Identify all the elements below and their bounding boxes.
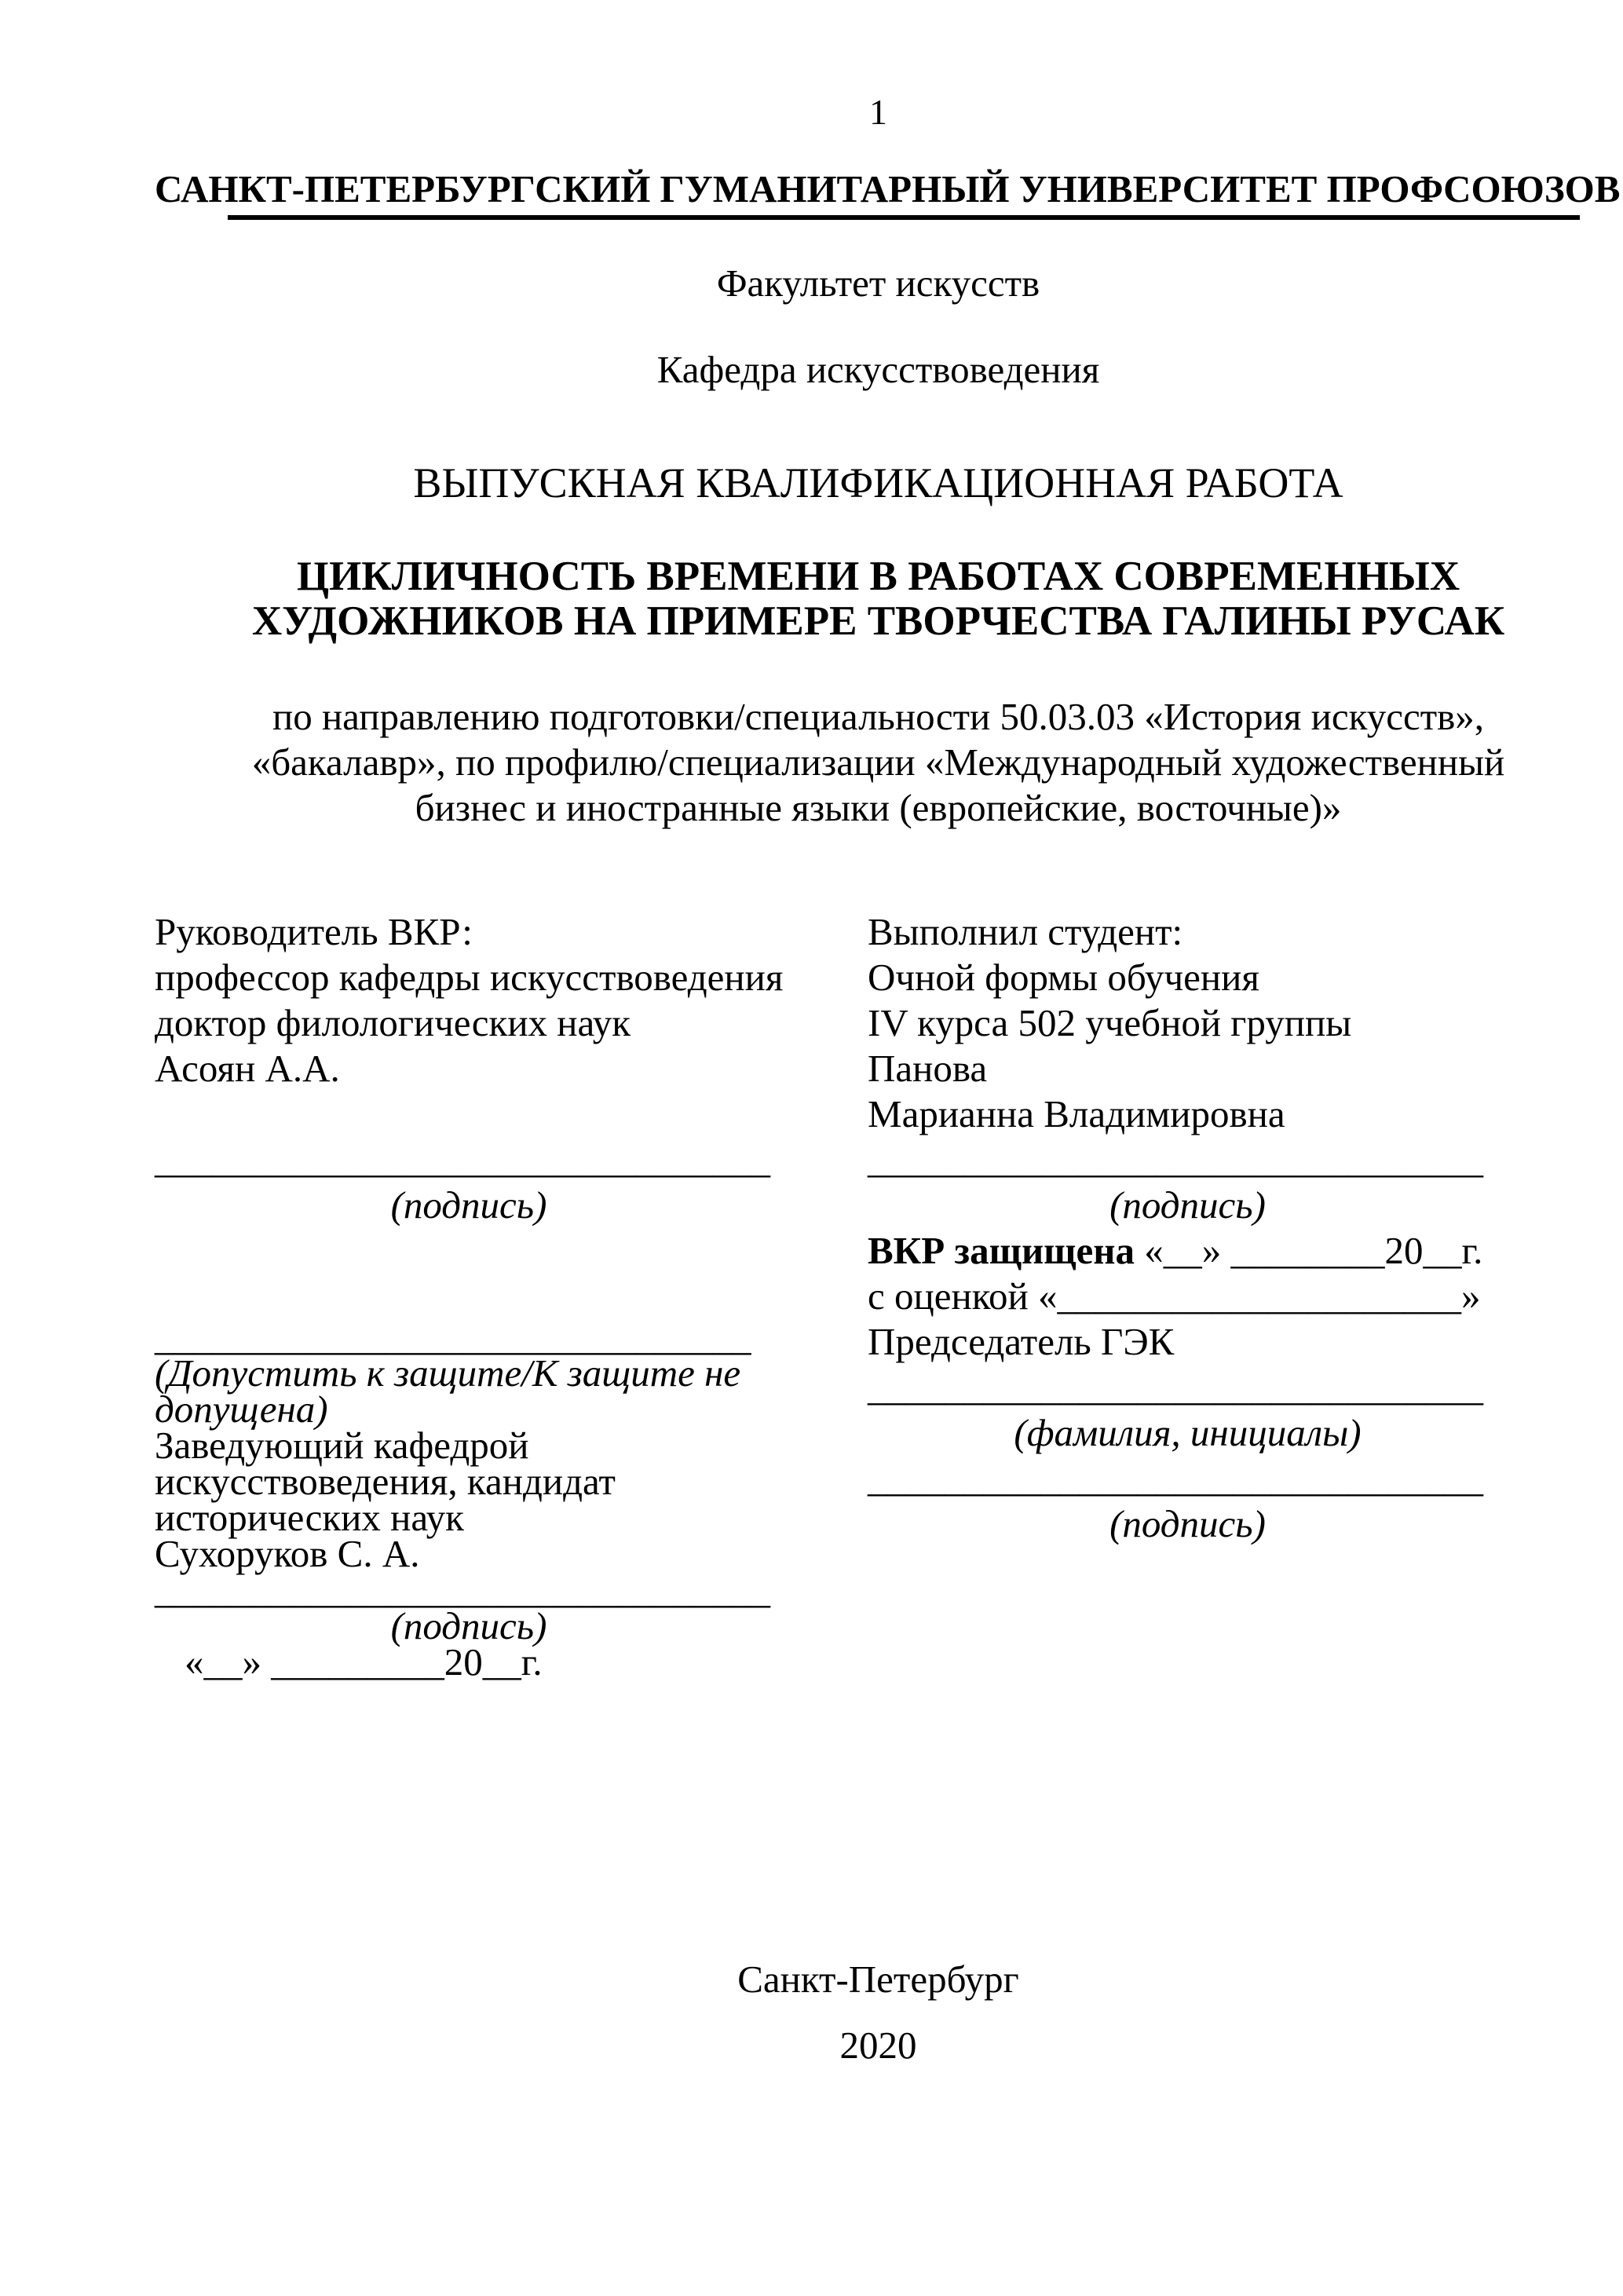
work-type-heading: ВЫПУСКНАЯ КВАЛИФИКАЦИОННАЯ РАБОТА [413, 459, 1343, 506]
city-line: Санкт-Петербург [737, 1958, 1019, 2001]
university-header [155, 166, 1621, 212]
spacer-line [155, 1091, 783, 1137]
department-line: Кафедра искусствоведения [656, 348, 1100, 391]
page-number: 1 [869, 92, 887, 132]
student-group: IV курса 502 учебной группы [868, 1001, 1352, 1044]
specialty-line3: бизнес и иностранные языки (европейские, восточные)» [415, 786, 1342, 829]
thesis-title-line2: ХУДОЖНИКОВ НА ПРИМЕРЕ ТВОРЧЕСТВА ГАЛИНЫ РУСАК [251, 598, 1505, 644]
student-signature-caption: (подпись) [1109, 1183, 1266, 1227]
year-line: 2020 [839, 2024, 917, 2067]
supervisor-degree: доктор филологических наук [155, 1001, 631, 1044]
defended-line-rest: «__» ________20__г. [1135, 1229, 1483, 1272]
student-column [868, 909, 1508, 1547]
department-head-line3: исторических наук [155, 1496, 464, 1539]
supervisor-name: Асоян А.А. [155, 1047, 340, 1090]
student-name: Марианна Владимировна [868, 1092, 1285, 1135]
faculty-line: Факультет искусств [716, 261, 1040, 305]
admission-date-line: «__» _________20__г. [185, 1640, 543, 1684]
admission-signature-line: ________________________________ [155, 1568, 770, 1611]
chairman-line: Председатель ГЭК [868, 1320, 1175, 1363]
chairman-signature-caption: (подпись) [1109, 1502, 1266, 1545]
footer-block [155, 1957, 1602, 2068]
chairman-signature-line: ________________________________ [868, 1457, 1483, 1500]
admission-block [155, 1315, 783, 1684]
supervisor-position: профессор кафедры искусствоведения [155, 956, 784, 999]
specialty-line1: по направлению подготовки/специальности 50.03.03 «История искусств», [272, 695, 1485, 738]
specialty-paragraph [155, 694, 1602, 831]
student-surname: Панова [868, 1047, 988, 1090]
supervisor-signature-caption: (подпись) [390, 1183, 547, 1227]
defended-line [868, 1228, 1508, 1274]
student-study-form: Очной формы обучения [868, 956, 1259, 999]
admission-note: (Допустить к защите/К защите не допущена) [155, 1351, 741, 1431]
department-head-name: Сухоруков С. А. [155, 1532, 420, 1575]
thesis-title-line1: ЦИКЛИЧНОСТЬ ВРЕМЕНИ В РАБОТАХ СОВРЕМЕННЫХ [296, 554, 1460, 599]
page-content [0, 90, 1623, 2068]
supervisor-signature-line: ________________________________ [155, 1138, 770, 1181]
university-title-text: САНКТ-ПЕТЕРБУРГСКИЙ ГУМАНИТАРНЫЙ УНИВЕРСИТЕТ ПРОФСОЮЗОВ [155, 167, 1621, 210]
student-label: Выполнил студент: [868, 910, 1183, 953]
signature-columns [155, 909, 1602, 1684]
supervisor-column [155, 909, 784, 1684]
admission-rule-line: _______________________________ [155, 1315, 751, 1358]
supervisor-label: Руководитель ВКР: [155, 910, 473, 953]
student-signature-line: ________________________________ [868, 1138, 1483, 1181]
defended-line-bold: ВКР защищена [868, 1229, 1135, 1272]
university-underline [228, 215, 1580, 220]
department-head-line1: Заведующий кафедрой [155, 1424, 529, 1467]
specialty-line2: «бакалавр», по профилю/специализации «Международный художественный [251, 740, 1505, 784]
department-head-line2: искусствоведения, кандидат [155, 1460, 616, 1503]
chairman-name-line: ________________________________ [868, 1366, 1483, 1409]
admission-signature-caption: (подпись) [390, 1604, 547, 1647]
chairman-name-caption: (фамилия, инициалы) [1014, 1411, 1362, 1454]
grade-line: с оценкой «_____________________» [868, 1274, 1481, 1318]
thesis-title [155, 554, 1602, 644]
